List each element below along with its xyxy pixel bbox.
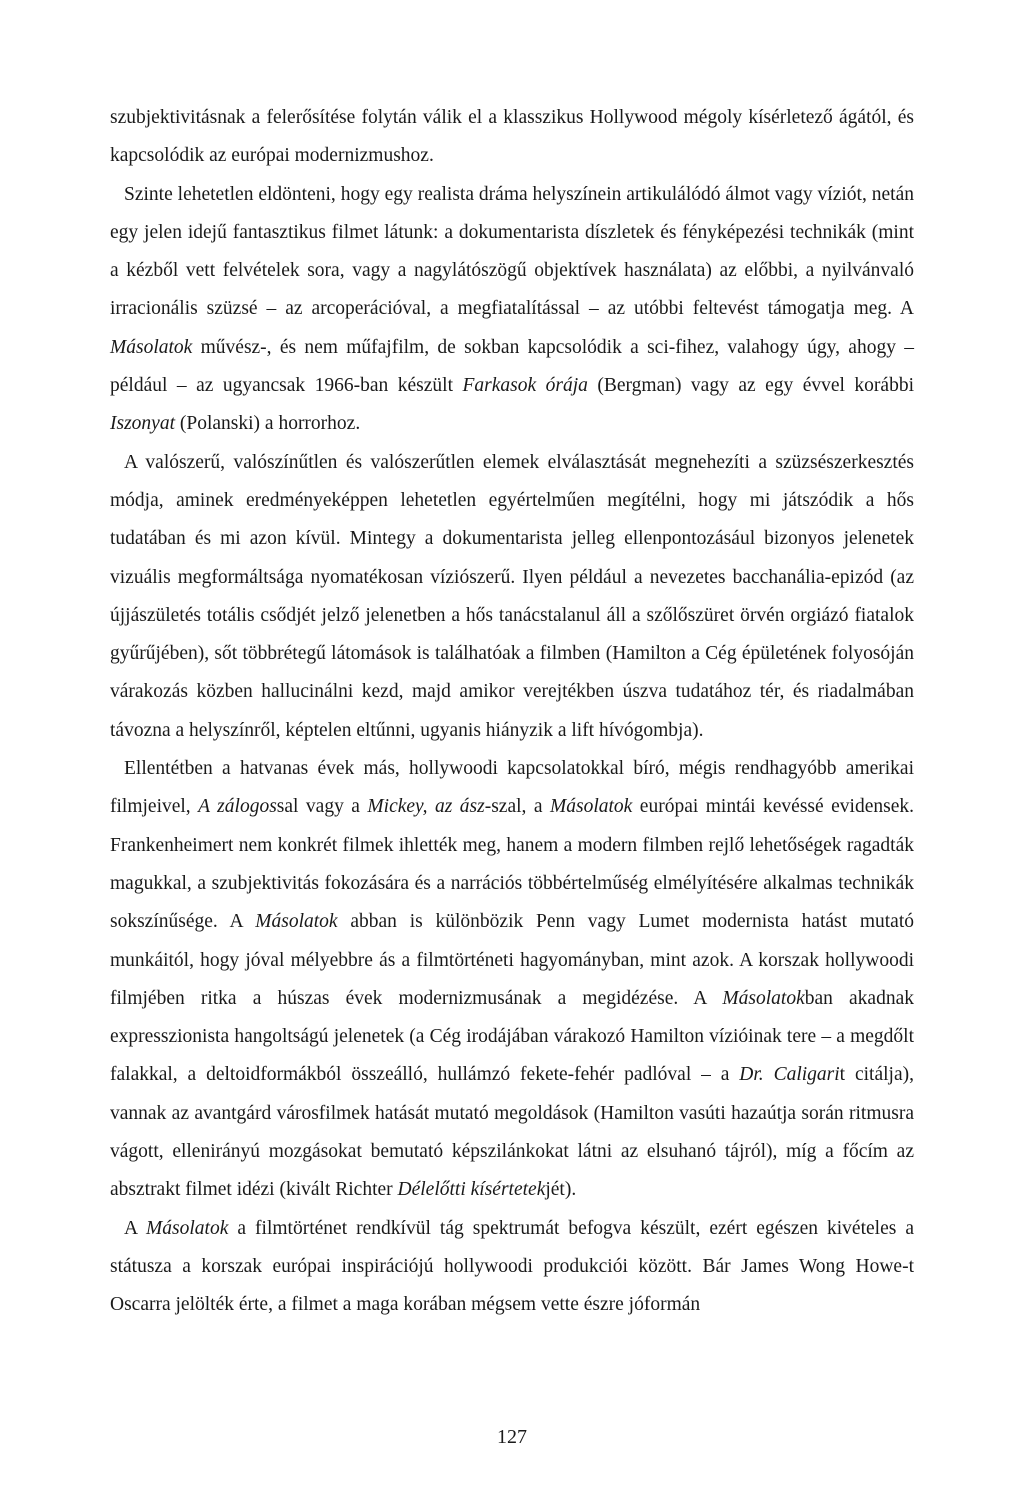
text-run: Ellentétben a hatvanas évek más, hollywoodi kapcsolatokkal bíró, mégis rendhagyóbb amerikai filmjeivel, bbox=[110, 758, 914, 818]
italic-title: Másolatok bbox=[722, 987, 805, 1009]
italic-title: Dr. Caligari bbox=[739, 1064, 840, 1086]
paragraph-real-unreal-elements bbox=[110, 444, 914, 750]
text-run: A valószerű, valószínűtlen és valószerűtlen elemek elválasztását megnehezíti a szüzsészerkesztés módja, aminek eredményeképpen lehetetlen egyértelműen megítélni, hogy mi játszódik a hős tudatában és mi azon kívül. Mintegy a dokumentarista jelleg ellenpontozásául bizonyos jelenetek vizuális megformáltsága nyomatékosan víziószerű. Ilyen például a nevezetes bacchanália-epizód (az újjászületés totális csődjét jelző jelenetben a hős tanácstalanul áll a szőlőszüret örvén orgiázó fiatalok gyűrűjében), sőt többrétegű látomások is találhatóak a filmben (Hamilton a Cég épületének folyosóján várakozás közben hallucinálni kezd, majd amikor verejtékben úszva tudatához tér, és riadalmában távozna a helyszínről, képtelen eltűnni, ugyanis hiányzik a lift hívógombja). bbox=[110, 451, 914, 741]
page-number: 127 bbox=[497, 1426, 527, 1448]
italic-title: Másolatok bbox=[550, 796, 633, 818]
paragraph-european-models bbox=[110, 750, 914, 1210]
text-run: t citálja), vannak az avantgárd városfilmek hatását mutató megoldások (Hamilton vasúti hazaútja során ritmusra vágott, ellenirányú mozgásokat bemutató képszilánkokat látni az elsuhanó tájról), míg a főcím az absztrakt filmet idézi (kivált Richter bbox=[110, 1064, 914, 1201]
text-run: szubjektivitásnak a felerősítése folytán válik el a klasszikus Hollywood mégoly kísérletező ágától, és kapcsolódik az európai modernizmushoz. bbox=[110, 107, 914, 167]
italic-title: Délelőtti kísértetek bbox=[397, 1179, 546, 1201]
text-run: európai mintái kevéssé evidensek. Frankenheimert nem konkrét filmek ihlették meg, hanem a modern filmben rejlő lehetőségek ragadták magukkal, a szubjektivitás fokozására és a narrációs többértelműség elmélyítésére alkalmas technikák sokszínűsége. A bbox=[110, 796, 914, 933]
text-run: A bbox=[124, 1217, 147, 1239]
text-run: művész-, és nem műfajfilm, de sokban kapcsolódik a sci-fihez, valahogy úgy, ahogy – például – az ugyancsak 1966-ban készült bbox=[110, 336, 914, 397]
italic-title: Farkasok órája bbox=[462, 375, 588, 397]
italic-title: A zálogos bbox=[198, 796, 277, 818]
text-run: jét). bbox=[545, 1179, 577, 1201]
paragraph-realism-vs-vision bbox=[110, 176, 914, 444]
italic-title: Másolatok bbox=[255, 911, 338, 933]
text-run: abban is különbözik Penn vagy Lumet modernista hatást mutató munkáitól, hogy jóval mélyebbre ás a filmtörténeti hagyományban, mint azok. A korszak hollywoodi filmjében ritka a húszas évek modernizmusának a megidézése. A bbox=[110, 911, 914, 1009]
text-run: (Polanski) a horrorhoz. bbox=[175, 413, 361, 435]
italic-title: Mickey, az ász bbox=[367, 796, 485, 818]
italic-title: Iszonyat bbox=[110, 413, 175, 435]
italic-title: Másolatok bbox=[146, 1217, 229, 1239]
paragraph-film-history-spectrum bbox=[110, 1210, 914, 1325]
text-run: ban akadnak expresszionista hangoltságú jelenetek (a Cég irodájában várakozó Hamilton vízióinak tere – a megdőlt falakkal, a deltoidformákból összeálló, hullámzó fekete-fehér padlóval – a bbox=[110, 987, 914, 1086]
text-run: a filmtörténet rendkívül tág spektrumát befogva készült, ezért egészen kivételes a státusza a korszak európai inspirációjú hollywoodi produkciói között. Bár James Wong Howe-t Oscarra jelölték érte, a filmet a maga korában mégsem vette észre jóformán bbox=[110, 1217, 914, 1316]
text-run: (Bergman) vagy az egy évvel korábbi bbox=[587, 375, 914, 397]
text-run: sal vagy a bbox=[276, 796, 368, 818]
page-body bbox=[110, 99, 914, 1325]
italic-title: Másolatok bbox=[110, 336, 193, 358]
paragraph-continued bbox=[110, 99, 914, 176]
text-run: -szal, a bbox=[484, 796, 550, 818]
text-run: Szinte lehetetlen eldönteni, hogy egy realista dráma helyszínein artikulálódó álmot vagy víziót, netán egy jelen idejű fantasztikus filmet látunk: a dokumentarista díszletek és fényképezési technikák (mint a kézből vett felvételek sora, vagy a nagylátószögű objektívek használata) az előbbi, a nyilvánvaló irracionális szüzsé – az arcoperációval, a megfiatalítással – az utóbbi feltevést támogatja meg. A bbox=[110, 183, 914, 320]
